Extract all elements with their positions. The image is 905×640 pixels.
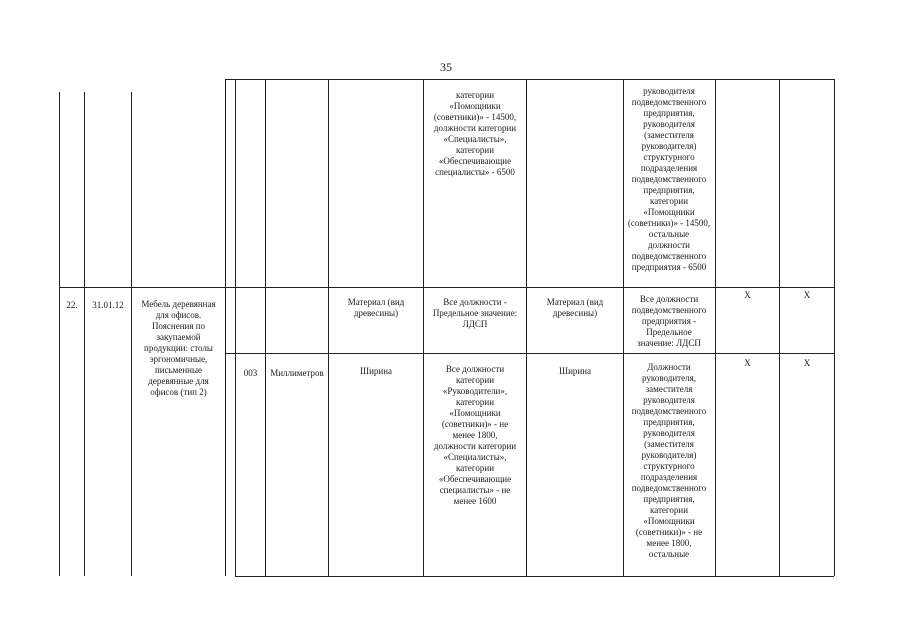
cell-line: должности — [648, 240, 690, 250]
cell-line: Предельное значение: — [432, 308, 518, 318]
cell-line: менее 1800, — [452, 430, 498, 440]
cell-line: (заместителя — [644, 439, 694, 449]
cell-line: Мебель деревянная — [141, 299, 216, 309]
cell-line: категории — [649, 196, 689, 206]
cell-line: ЛДСП — [462, 319, 488, 329]
okpd-code: 31.01.12 — [92, 300, 124, 310]
value-cell-2 — [622, 362, 716, 560]
cell-line: структурного — [643, 152, 695, 162]
cell-line: руководителя, — [642, 373, 696, 383]
cell-line: специалисты» - 6500 — [435, 167, 515, 177]
cell-line: категории — [649, 505, 689, 515]
cell-line: Пояснения по — [151, 321, 206, 331]
cell-line: «Руководители», — [442, 386, 508, 396]
col-line-12 — [779, 79, 780, 576]
value-cell-2 — [622, 294, 716, 349]
cell-line: предприятия - — [641, 316, 697, 326]
cell-line: Все должности - — [443, 297, 507, 307]
cell-line: Предельное — [646, 327, 692, 337]
col-line-5 — [235, 79, 236, 576]
cell-line: предприятия, — [643, 494, 695, 504]
cell-line: руководителя) — [641, 141, 697, 151]
cell-line: подведомственного — [631, 305, 707, 315]
mark-x: X — [803, 358, 811, 368]
cell-line: древесины) — [552, 308, 598, 318]
cell-line: менее 1800, — [646, 538, 692, 548]
cell-line: письменные — [154, 365, 203, 375]
value-cell — [424, 364, 526, 507]
cell-line: руководителя — [643, 395, 695, 405]
col-line-2 — [84, 92, 85, 576]
cell-line: значение: ЛДСП — [637, 338, 701, 348]
col-line-6 — [265, 79, 266, 576]
cell-line: категории — [455, 397, 495, 407]
cell-line: категории — [455, 145, 495, 155]
cell-line: категории — [455, 90, 495, 100]
cell-line: (заместителя — [644, 130, 694, 140]
cell-line: (советники)» - не — [635, 527, 703, 537]
cell-line: подведомственного — [631, 97, 707, 107]
cell-line: закупаемой — [156, 332, 201, 342]
cell-line: руководителя — [643, 86, 695, 96]
cell-line: подразделения — [640, 163, 698, 173]
top-col6-cell — [424, 90, 526, 178]
unit-cell: Миллиметров — [270, 368, 324, 378]
cell-line: предприятия, — [643, 417, 695, 427]
cell-line: (советники)» - 14500, — [433, 112, 517, 122]
cell-line: остальные — [648, 549, 690, 559]
cell-line: руководителя) — [641, 450, 697, 460]
subrow-divider — [225, 353, 834, 354]
cell-line: «Помощники — [643, 516, 695, 526]
cell-line: Все должности — [445, 364, 505, 374]
cell-line: подведомственного — [631, 174, 707, 184]
cell-line: подразделения — [640, 472, 698, 482]
cell-line: «Обеспечивающие — [438, 474, 512, 484]
cell-line: подведомственного — [631, 483, 707, 493]
cell-line: офисов (тип 2) — [150, 387, 207, 397]
product-name-cell — [132, 299, 225, 398]
cell-line: «Помощники — [449, 408, 501, 418]
col-line-1 — [59, 92, 60, 576]
cell-line: подведомственного — [631, 251, 707, 261]
cell-line: категории — [455, 463, 495, 473]
cell-line: Материал (вид — [546, 297, 604, 307]
col-line-13 — [834, 79, 835, 576]
cell-line: категории — [455, 375, 495, 385]
cell-line: «Обеспечивающие — [438, 156, 512, 166]
cell-line: предприятия, — [643, 108, 695, 118]
cell-line: заместителя — [645, 384, 693, 394]
row-divider — [59, 287, 834, 288]
cell-line: менее 1600 — [453, 496, 497, 506]
characteristic-cell-2 — [527, 297, 623, 319]
col-line-4 — [225, 79, 226, 576]
page-number: 35 — [440, 60, 452, 74]
characteristic-cell — [329, 297, 423, 319]
cell-line: (советники)» - не — [441, 419, 509, 429]
table-bottom-border — [235, 576, 834, 577]
cell-line: специалисты» - не — [439, 485, 511, 495]
col-line-9 — [526, 79, 527, 576]
characteristic-cell: Ширина — [359, 366, 393, 376]
cell-line: Все должности — [639, 294, 699, 304]
cell-line: должности категории — [433, 441, 517, 451]
mark-x: X — [744, 290, 751, 300]
row-number: 22. — [66, 300, 78, 310]
top-col8-cell — [622, 86, 716, 273]
cell-line: эргономичные, — [149, 354, 208, 364]
cell-line: подведомственного — [631, 406, 707, 416]
cell-line: должности категории — [433, 123, 517, 133]
cell-line: «Специалисты», — [443, 452, 507, 462]
mark-x: X — [744, 358, 751, 368]
cell-line: для офисов. — [155, 310, 202, 320]
cell-line: «Специалисты», — [443, 134, 507, 144]
cell-line: деревянные для — [148, 376, 209, 386]
cell-line: продукции: столы — [144, 343, 213, 353]
cell-line: древесины) — [353, 308, 399, 318]
cell-line: «Помощники — [643, 207, 695, 217]
cell-line: Материал (вид — [347, 297, 405, 307]
table-top-border — [225, 79, 834, 80]
cell-line: предприятия - 6500 — [631, 262, 707, 272]
col-line-7 — [328, 79, 329, 576]
cell-line: предприятия, — [643, 185, 695, 195]
cell-line: «Помощники — [449, 101, 501, 111]
cell-line: (советники)» - 14500, — [627, 218, 711, 228]
characteristic-cell-2: Ширина — [558, 366, 592, 376]
cell-line: Должности — [647, 362, 691, 372]
value-cell — [424, 297, 526, 330]
mark-x: X — [803, 290, 811, 300]
cell-line: руководителя — [643, 428, 695, 438]
cell-line: остальные — [648, 229, 690, 239]
cell-line: руководителя — [643, 119, 695, 129]
cell-line: структурного — [643, 461, 695, 471]
okei-code: 003 — [243, 368, 258, 378]
